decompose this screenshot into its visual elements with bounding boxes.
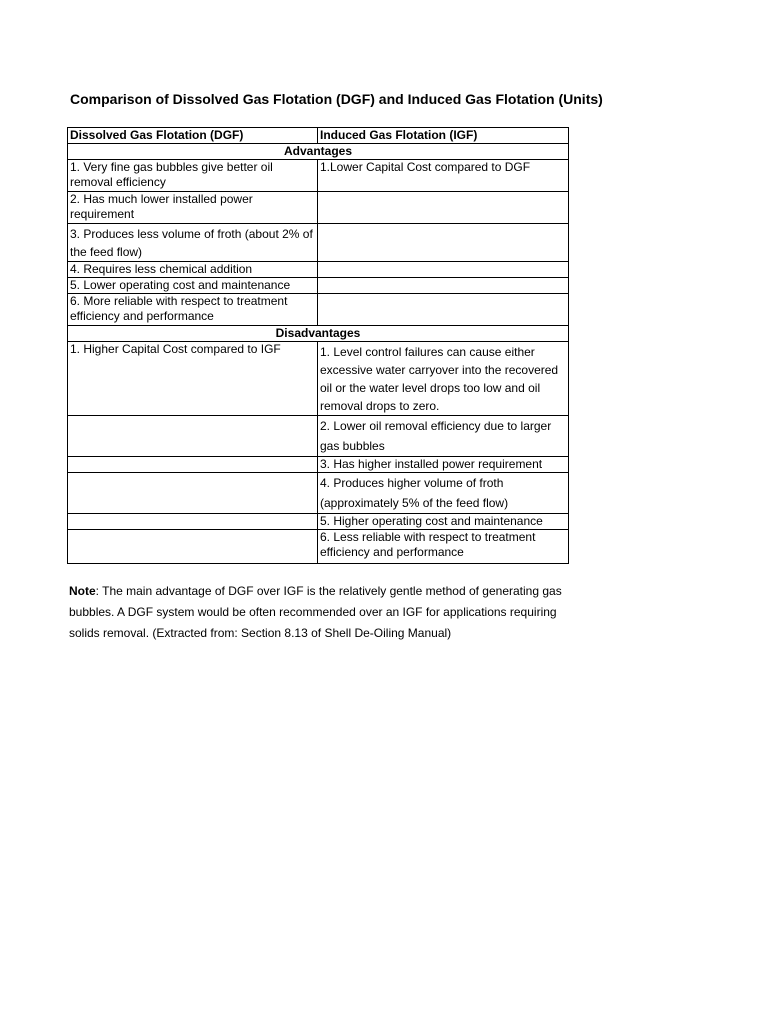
table-row	[68, 473, 569, 514]
igf-advantage-cell	[318, 294, 569, 326]
igf-advantage-cell	[318, 192, 569, 224]
igf-disadvantage-cell: 4. Produces higher volume of froth (approximately 5% of the feed flow)	[318, 473, 569, 514]
table-row	[68, 160, 569, 192]
disadvantages-heading: Disadvantages	[68, 326, 569, 342]
igf-disadvantage-cell: 1. Level control failures can cause either excessive water carryover into the recovered oil or the water level drops too low and oil removal drops to zero.	[318, 342, 569, 416]
dgf-advantage-cell: 3. Produces less volume of froth (about 2% of the feed flow)	[68, 224, 318, 262]
table-header-row	[68, 128, 569, 144]
header-dgf: Dissolved Gas Flotation (DGF)	[68, 128, 318, 144]
table-row	[68, 514, 569, 530]
section-row-advantages	[68, 144, 569, 160]
page-title: Comparison of Dissolved Gas Flotation (DGF) and Induced Gas Flotation (Units)	[70, 91, 603, 107]
note-text: : The main advantage of DGF over IGF is the relatively gentle method of generating gas bubbles. A DGF system would be often recommended over an IGF for applications requiring solids removal. (Extracted from: Section 8.13 of Shell De-Oiling Manual)	[69, 584, 562, 640]
header-igf: Induced Gas Flotation (IGF)	[318, 128, 569, 144]
table-row	[68, 192, 569, 224]
note-label: Note	[69, 584, 96, 598]
dgf-disadvantage-cell	[68, 514, 318, 530]
footnote	[69, 581, 569, 644]
dgf-advantage-cell: 5. Lower operating cost and maintenance	[68, 278, 318, 294]
igf-advantage-cell	[318, 224, 569, 262]
table-row	[68, 224, 569, 262]
dgf-disadvantage-cell: 1. Higher Capital Cost compared to IGF	[68, 342, 318, 416]
igf-advantage-cell	[318, 262, 569, 278]
dgf-disadvantage-cell	[68, 530, 318, 564]
table-row	[68, 278, 569, 294]
table-row	[68, 416, 569, 457]
igf-advantage-cell: 1.Lower Capital Cost compared to DGF	[318, 160, 569, 192]
comparison-table	[67, 127, 569, 564]
dgf-disadvantage-cell	[68, 457, 318, 473]
table-row	[68, 262, 569, 278]
table-row	[68, 457, 569, 473]
table-row	[68, 530, 569, 564]
dgf-disadvantage-cell	[68, 473, 318, 514]
igf-disadvantage-cell: 5. Higher operating cost and maintenance	[318, 514, 569, 530]
dgf-advantage-cell: 2. Has much lower installed power requirement	[68, 192, 318, 224]
igf-disadvantage-cell: 3. Has higher installed power requirement	[318, 457, 569, 473]
dgf-disadvantage-cell	[68, 416, 318, 457]
dgf-advantage-cell: 1. Very fine gas bubbles give better oil removal efficiency	[68, 160, 318, 192]
igf-disadvantage-cell: 2. Lower oil removal efficiency due to larger gas bubbles	[318, 416, 569, 457]
dgf-advantage-cell: 4. Requires less chemical addition	[68, 262, 318, 278]
dgf-advantage-cell: 6. More reliable with respect to treatment efficiency and performance	[68, 294, 318, 326]
section-row-disadvantages	[68, 326, 569, 342]
table-row	[68, 294, 569, 326]
igf-disadvantage-cell: 6. Less reliable with respect to treatment efficiency and performance	[318, 530, 569, 564]
table-row	[68, 342, 569, 416]
advantages-heading: Advantages	[68, 144, 569, 160]
igf-advantage-cell	[318, 278, 569, 294]
